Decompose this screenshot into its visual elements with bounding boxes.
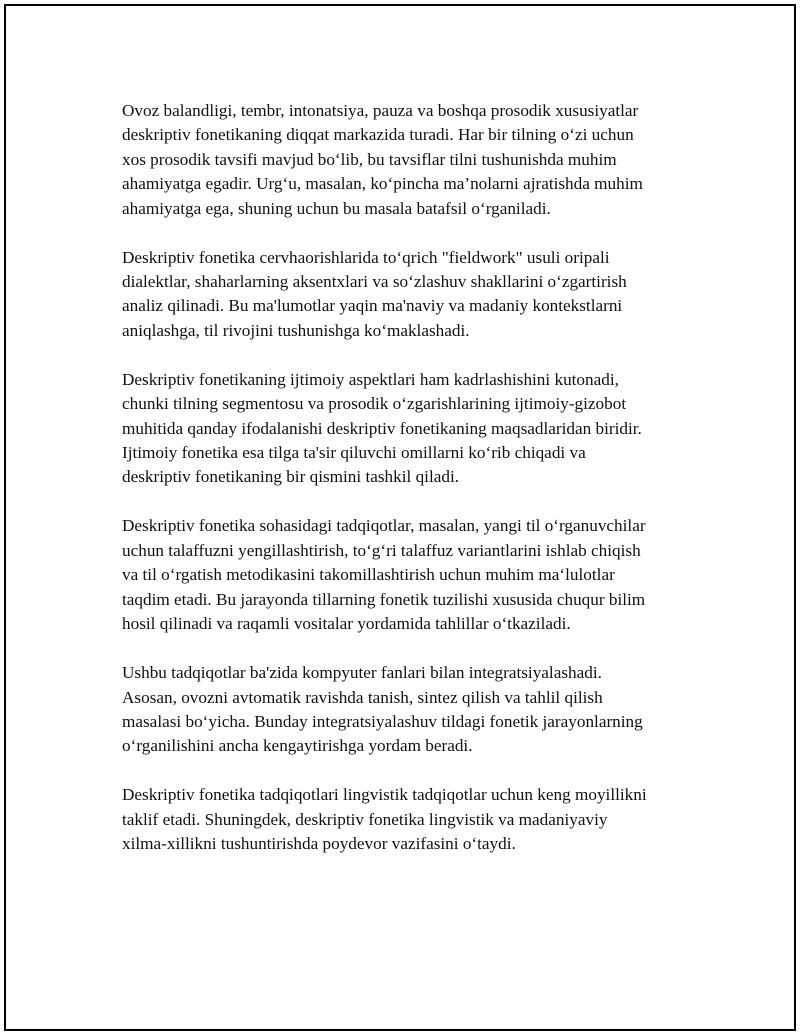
- text-line: chunki tilning segmentosu va prosodik o‘zgarishlarining ijtimoiy-gizobot: [122, 394, 627, 414]
- text-line: taklif etadi. Shuningdek, deskriptiv fonetika lingvistik va madaniyaviy: [122, 809, 608, 829]
- text-line: o‘rganilishini ancha kengaytirishga yordam beradi.: [122, 736, 473, 756]
- text-line: Asosan, ovozni avtomatik ravishda tanish, sintez qilish va tahlil qilish: [122, 687, 603, 707]
- text-line: hosil qilinadi va raqamli vositalar yordamida tahlillar o‘tkaziladi.: [122, 614, 571, 634]
- text-line: Ijtimoiy fonetika esa tilga ta'sir qiluvchi omillarni ko‘rib chiqadi va: [122, 443, 586, 463]
- text-line: Ushbu tadqiqotlar ba'zida kompyuter fanlari bilan integratsiyalashadi.: [122, 663, 602, 683]
- text-line: Deskriptiv fonetika sohasidagi tadqiqotlar, masalan, yangi til o‘rganuvchilar: [122, 516, 646, 536]
- paragraph-3: [122, 368, 722, 490]
- text-line: Ovoz balandligi, tembr, intonatsiya, pauza va boshqa prosodik xususiyatlar: [122, 101, 639, 120]
- document-body: [122, 99, 722, 881]
- paragraph-4: [122, 514, 722, 636]
- paragraph-2: [122, 246, 722, 344]
- text-line: deskriptiv fonetikaning bir qismini tashkil qiladi.: [122, 467, 460, 487]
- text-line: xilma-xillikni tushuntirishda poydevor vazifasini o‘taydi.: [122, 834, 516, 854]
- text-line: va til o‘rgatish metodikasini takomillashtirish uchun muhim ma‘lulotlar: [122, 565, 615, 585]
- text-line: dialektlar, shaharlarning aksentxlari va so‘zlashuv shakllarini o‘zgartirish: [122, 272, 627, 292]
- paragraph-5: [122, 661, 722, 759]
- text-line: uchun talaffuzni yengillashtirish, to‘g‘ri talaffuz variantlarini ishlab chiqish: [122, 540, 641, 560]
- text-line: Deskriptiv fonetikaning ijtimoiy aspektlari ham kadrlashishini kutonadi,: [122, 369, 619, 389]
- text-line: taqdim etadi. Bu jarayonda tillarning fonetik tuzilishi xususida chuqur bilim: [122, 589, 646, 609]
- paragraph-6: [122, 783, 722, 856]
- text-line: masalasi bo‘yicha. Bunday integratsiyalashuv tildagi fonetik jarayonlarning: [122, 711, 643, 731]
- page-frame: [4, 4, 796, 1031]
- text-line: analiz qilinadi. Bu ma'lumotlar yaqin ma'naviy va madaniy kontekstlarni: [122, 296, 623, 316]
- text-line: aniqlashga, til rivojini tushunishga ko‘maklashadi.: [122, 320, 470, 340]
- text-line: ahamiyatga ega, shuning uchun bu masala batafsil o‘rganiladi.: [122, 198, 551, 218]
- text-line: deskriptiv fonetikaning diqqat markazida turadi. Har bir tilning o‘zi uchun: [122, 125, 634, 145]
- paragraph-1: [122, 99, 722, 221]
- text-line: xos prosodik tavsifi mavjud bo‘lib, bu tavsiflar tilni tushunishda muhim: [122, 149, 617, 169]
- text-line: ahamiyatga egadir. Urg‘u, masalan, ko‘pincha ma’nolarni ajratishda muhim: [122, 174, 643, 194]
- text-line: muhitida qanday ifodalanishi deskriptiv fonetikaning maqsadlaridan biridir.: [122, 418, 642, 438]
- text-line: Deskriptiv fonetika cervhaorishlarida to‘qrich "fieldwork" usuli oripali: [122, 247, 610, 267]
- text-line: Deskriptiv fonetika tadqiqotlari lingvistik tadqiqotlar uchun keng moyillikni: [122, 785, 647, 805]
